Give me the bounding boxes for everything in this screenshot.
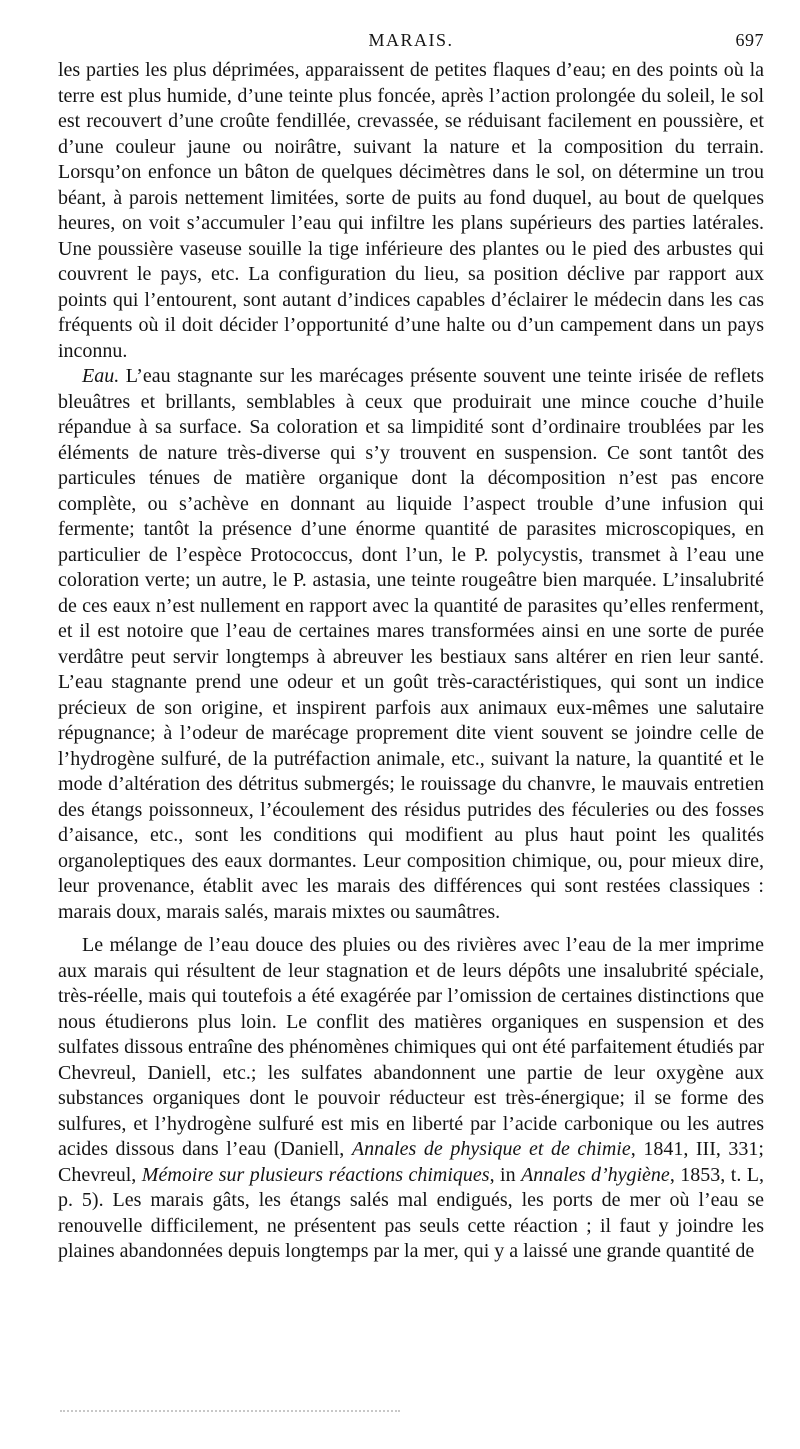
paragraph-marsh-soil: les parties les plus déprimées, apparaissent de petites flaques d’eau; en des points où la terre est plus humide, d’une teinte plus foncée, après l’action prolongée du soleil, le sol est recouvert d’une croûte fendillée, crevassée, se réduisant facilement en poussière, et d’une couleur jaune ou noirâtre, suivant la nature et la composition du terrain. Lorsqu’on enfonce un bâton de quelques décimètres dans le sol, on détermine un trou béant, à parois nettement limitées, sorte de puits au fond duquel, au bout de quelques heures, on voit s’accumuler l’eau qui infiltre les plans supérieurs des parties latérales. Une poussière vaseuse souille la tige inférieure des plantes ou le pied des arbustes qui couvrent le pays, etc. La configuration du lieu, sa position déclive par rapport aux points qui l’entourent, sont autant d’indices capables d’éclairer le médecin dans les cas fréquents où il doit décider l’opportunité d’une halte ou d’un campement dans un pays inconnu. [58,59,764,362]
citation-annales-hygiene: Annales d’hygiène [521,1163,670,1186]
page-body [58,58,764,1265]
paragraph-salt-marsh-text-3: , in [489,1163,522,1186]
citation-memoire-reactions: Mémoire sur plusieurs réactions chimiques [141,1163,490,1186]
citation-annales-physique: Annales de physique et de chimie [351,1138,631,1160]
paragraph-salt-marsh-text-2: , 1841, III, 331; Chevreul, [58,1138,764,1186]
page-number: 697 [735,30,764,50]
running-title: MARAIS. [368,30,454,50]
paragraph-water [58,364,764,925]
paragraph-salt-marsh-text-4: , 1853, t. L, p. 5). Les marais gâts, les étangs salés mal endigués, les ports de mer où l’eau se renouvelle difficilement, ne présentent pas seuls cette réaction ; il faut y joindre les plaines abandonnées depuis longtemps par la mer, qui y a laissé une grande quantité de [58,1163,765,1262]
running-header [58,30,764,56]
paragraph-water-text: L’eau stagnante sur les marécages présente souvent une teinte irisée de reflets bleuâtres et brillants, semblables à ceux que produirait une mince couche d’huile répandue à sa surface. Sa coloration et sa limpidité sont d’ordinaire troublées par les éléments de nature très-diverse qui s’y trouvent en suspension. Ce sont tantôt des particules ténues de matière organique dont la décomposition n’est pas encore complète, ou s’achève en donnant au liquide l’aspect trouble d’une infusion qui fermente; tantôt la présence d’une énorme quantité de parasites microscopiques, en particulier de l’espèce Protococcus, dont l’un, le P. polycystis, transmet à l’eau une coloration verte; un autre, le P. astasia, une teinte rougeâtre bien marquée. L’insalubrité de ces eaux n’est nullement en rapport avec la quantité de parasites qu’elles renferment, et il est notoire que l’eau de certaines mares transformées ainsi en une sorte de purée verdâtre peut servir longtemps à abreuver les bestiaux sans altérer en rien leur santé. L’eau stagnante prend une odeur et un goût très-caractéristiques, qui sont un indice précieux de son origine, et inspirent parfois aux animaux eux-mêmes une salutaire répugnance; à l’odeur de marécage proprement dite vient souvent se joindre celle de l’hydrogène sulfuré, de la putréfaction animale, etc., suivant la nature, la quantité et le mode d’altération des détritus submergés; le rouissage du chanvre, le mauvais entretien des étangs poissonneux, l’écoulement des résidus putrides des féculeries ou des fosses d’aisance, etc., sont les conditions qui modifient au plus haut point les qualités organoleptiques des eaux dormantes. Leur composition chimique, ou, pour mieux dire, leur provenance, établit avec les marais des différences qui sont restées classiques : marais doux, marais salés, marais mixtes ou saumâtres. [58,365,764,923]
paragraph-salt-marsh-text-1: Le mélange de l’eau douce des pluies ou des rivières avec l’eau de la mer imprime aux marais qui résultent de leur stagnation et de leurs dépôts une insalubrité spéciale, très-réelle, mais qui toutefois a été exagérée par l’omission de certaines distinctions que nous étudierons plus loin. Le conflit des matières organiques en suspension et des sulfates dissous entraîne des phénomènes chimiques qui ont été parfaitement étudiés par Chevreul, Daniell, etc.; les sulfates abandonnent une partie de leur oxygène aux substances organiques dont le pouvoir réducteur est très-énergique; il se forme des sulfures, et l’hydrogène sulfuré est mis en liberté par l’acide carbonique ou les autres acides dissous dans l’eau (Daniell, [58,934,764,1160]
section-label-eau: Eau. [82,365,120,387]
paragraph-salt-marsh [58,933,764,1265]
footer-print-marks [60,1410,400,1416]
